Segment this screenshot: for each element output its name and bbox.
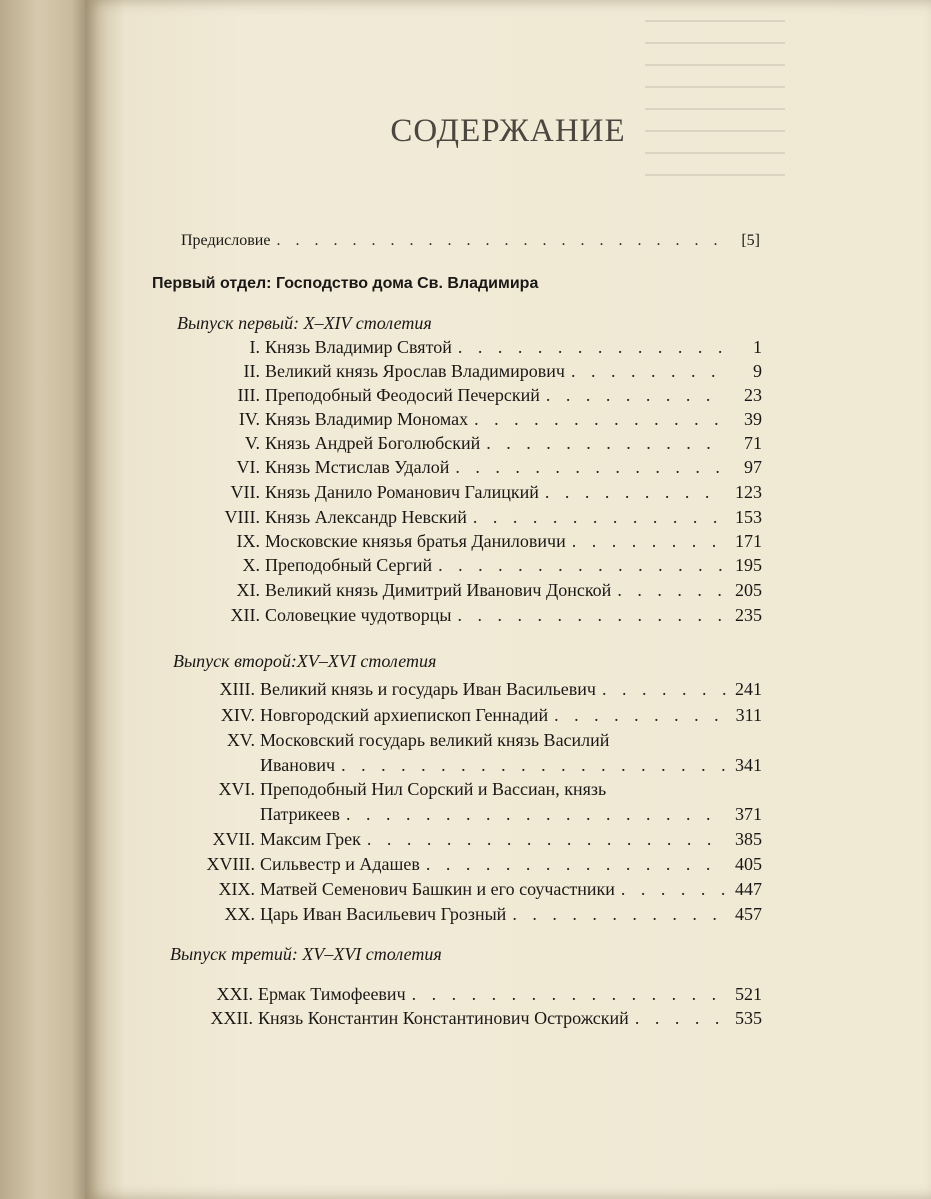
dot-leader <box>270 232 724 250</box>
dot-leader <box>432 555 726 576</box>
dot-leader <box>452 337 726 358</box>
toc-entry-title: Преподобный Феодосий Печерский <box>265 385 540 405</box>
dot-leader <box>629 1008 726 1029</box>
table-of-contents <box>85 0 931 1199</box>
toc-page-number: 71 <box>744 433 762 453</box>
dot-leader <box>506 904 726 925</box>
toc-entry-title: Сильвестр и Адашев <box>260 854 420 874</box>
toc-entry-numeral: V. <box>244 433 260 453</box>
toc-entry[interactable] <box>185 457 762 481</box>
toc-entry-numeral: X. <box>242 555 260 575</box>
toc-entry-title: Великий князь Димитрий Иванович Донской <box>265 580 612 600</box>
toc-entry-title-continued: Патрикеев <box>260 804 341 824</box>
toc-entry-title: Московский государь великий князь Василий <box>260 730 610 750</box>
toc-entry[interactable] <box>185 385 762 409</box>
dot-leader <box>615 879 726 900</box>
dot-leader <box>340 804 726 825</box>
toc-entry-numeral: XIII. <box>219 679 255 699</box>
issue-heading: Выпуск первый: X–XIV столетия <box>177 313 432 333</box>
toc-entry-numeral: VI. <box>236 457 260 477</box>
toc-entry-title-continued: Иванович <box>260 755 336 775</box>
issue-heading: Выпуск второй:XV–XVI столетия <box>173 651 437 671</box>
toc-page-number: 241 <box>735 679 762 699</box>
toc-entry-numeral: XXII. <box>210 1008 253 1028</box>
toc-entry[interactable] <box>185 433 762 457</box>
toc-entry[interactable] <box>185 829 762 853</box>
dot-leader <box>480 433 726 454</box>
dot-leader <box>467 507 726 528</box>
toc-entry-title: Князь Андрей Боголюбский <box>265 433 481 453</box>
toc-page-number: 195 <box>735 555 762 575</box>
toc-entry-numeral: XX. <box>224 904 255 924</box>
toc-entry-title: Ермак Тимофеевич <box>258 984 406 1004</box>
issue-heading: Выпуск третий: XV–XVI столетия <box>170 944 442 964</box>
toc-entry-title: Предисловие <box>181 232 271 249</box>
toc-entry-numeral: XVII. <box>212 829 255 849</box>
toc-entry-numeral: XIX. <box>218 879 255 899</box>
toc-entry-title: Великий князь и государь Иван Васильевич <box>260 679 596 699</box>
toc-entry[interactable] <box>185 409 762 433</box>
toc-entry-continuation[interactable] <box>260 755 762 779</box>
toc-entry-title: Максим Грек <box>260 829 361 849</box>
toc-entry[interactable] <box>185 705 762 729</box>
toc-entry[interactable] <box>185 679 762 703</box>
toc-entry[interactable] <box>185 531 762 555</box>
toc-entry[interactable] <box>185 605 762 629</box>
toc-entry-numeral: VII. <box>230 482 260 502</box>
toc-entry-numeral: XII. <box>230 605 260 625</box>
toc-entry-numeral: XV. <box>226 730 255 750</box>
toc-entry-title: Князь Владимир Святой <box>265 337 452 357</box>
toc-entry[interactable] <box>185 507 762 531</box>
toc-entry-title: Преподобный Сергий <box>265 555 433 575</box>
toc-entry-numeral: II. <box>243 361 260 381</box>
dot-leader <box>361 829 726 850</box>
dot-leader <box>451 605 726 626</box>
toc-entry[interactable] <box>185 580 762 604</box>
toc-entry-title: Князь Константин Константинович Острожский <box>258 1008 629 1028</box>
toc-page-number: 1 <box>753 337 762 357</box>
dot-leader <box>335 755 726 776</box>
toc-entry-numeral: XVI. <box>218 779 255 799</box>
toc-page-number: 171 <box>735 531 762 551</box>
toc-entry[interactable] <box>185 879 762 903</box>
toc-page-number: 9 <box>753 361 762 381</box>
toc-entry-continuation[interactable] <box>260 804 762 828</box>
toc-entry-title: Московские князья братья Даниловичи <box>265 531 566 551</box>
dot-leader <box>596 679 726 700</box>
toc-page-number: 385 <box>735 829 762 849</box>
section-heading: Первый отдел: Господство дома Св. Владимира <box>152 275 539 292</box>
book-gutter <box>0 0 95 1199</box>
toc-entry-numeral: IV. <box>238 409 260 429</box>
toc-entry[interactable] <box>185 904 762 928</box>
toc-page-number: [5] <box>741 232 760 249</box>
toc-entry[interactable] <box>185 854 762 878</box>
toc-entry[interactable] <box>185 730 762 754</box>
dot-leader <box>406 984 726 1005</box>
toc-entry-title: Князь Данило Романович Галицкий <box>265 482 539 502</box>
toc-page-number: 123 <box>735 482 762 502</box>
toc-entry-title: Князь Александр Невский <box>265 507 467 527</box>
dot-leader <box>540 385 726 406</box>
toc-entry[interactable] <box>185 482 762 506</box>
toc-page-number: 535 <box>735 1008 762 1028</box>
toc-page-number: 405 <box>735 854 762 874</box>
dot-leader <box>468 409 726 430</box>
toc-entry-title: Князь Мстислав Удалой <box>265 457 450 477</box>
toc-entry-numeral: XIV. <box>220 705 255 725</box>
dot-leader <box>548 705 726 726</box>
dot-leader <box>420 854 726 875</box>
toc-page-number: 447 <box>735 879 762 899</box>
toc-entry-preface[interactable] <box>181 232 760 256</box>
toc-entry-numeral: III. <box>237 385 260 405</box>
toc-entry[interactable] <box>185 555 762 579</box>
toc-entry-title: Царь Иван Васильевич Грозный <box>260 904 507 924</box>
dot-leader <box>611 580 726 601</box>
toc-page-number: 311 <box>735 705 762 725</box>
toc-entry-title: Новгородский архиепископ Геннадий <box>260 705 549 725</box>
toc-entry[interactable] <box>185 1008 762 1032</box>
toc-entry[interactable] <box>185 984 762 1008</box>
toc-page-number: 457 <box>735 904 762 924</box>
toc-entry-numeral: IX. <box>236 531 260 551</box>
toc-entry-numeral: I. <box>249 337 260 357</box>
toc-page-number: 153 <box>735 507 762 527</box>
toc-entry-title: Соловецкие чудотворцы <box>265 605 452 625</box>
toc-page-number: 39 <box>744 409 762 429</box>
toc-page-number: 205 <box>735 580 762 600</box>
toc-page-number: 341 <box>735 755 762 775</box>
toc-entry-numeral: VIII. <box>224 507 260 527</box>
toc-entry-numeral: XI. <box>236 580 260 600</box>
toc-entry-title: Преподобный Нил Сорский и Вассиан, князь <box>260 779 607 799</box>
toc-entry-title: Матвей Семенович Башкин и его соучастники <box>260 879 615 899</box>
toc-entry[interactable] <box>185 779 762 803</box>
toc-entry-title: Князь Владимир Мономах <box>265 409 469 429</box>
toc-entry-numeral: XXI. <box>216 984 253 1004</box>
dot-leader <box>565 361 726 382</box>
toc-page-number: 97 <box>744 457 762 477</box>
dot-leader <box>539 482 726 503</box>
dot-leader <box>566 531 726 552</box>
book-page <box>85 0 931 1199</box>
toc-page-number: 235 <box>735 605 762 625</box>
toc-page-number: 521 <box>735 984 762 1004</box>
page-title: СОДЕРЖАНИЕ <box>390 113 626 149</box>
toc-entry-numeral: XVIII. <box>206 854 255 874</box>
toc-page-number: 23 <box>744 385 762 405</box>
toc-entry[interactable] <box>185 337 762 361</box>
toc-entry-title: Великий князь Ярослав Владимирович <box>265 361 565 381</box>
toc-page-number: 371 <box>735 804 762 824</box>
dot-leader <box>449 457 726 478</box>
toc-entry[interactable] <box>185 361 762 385</box>
